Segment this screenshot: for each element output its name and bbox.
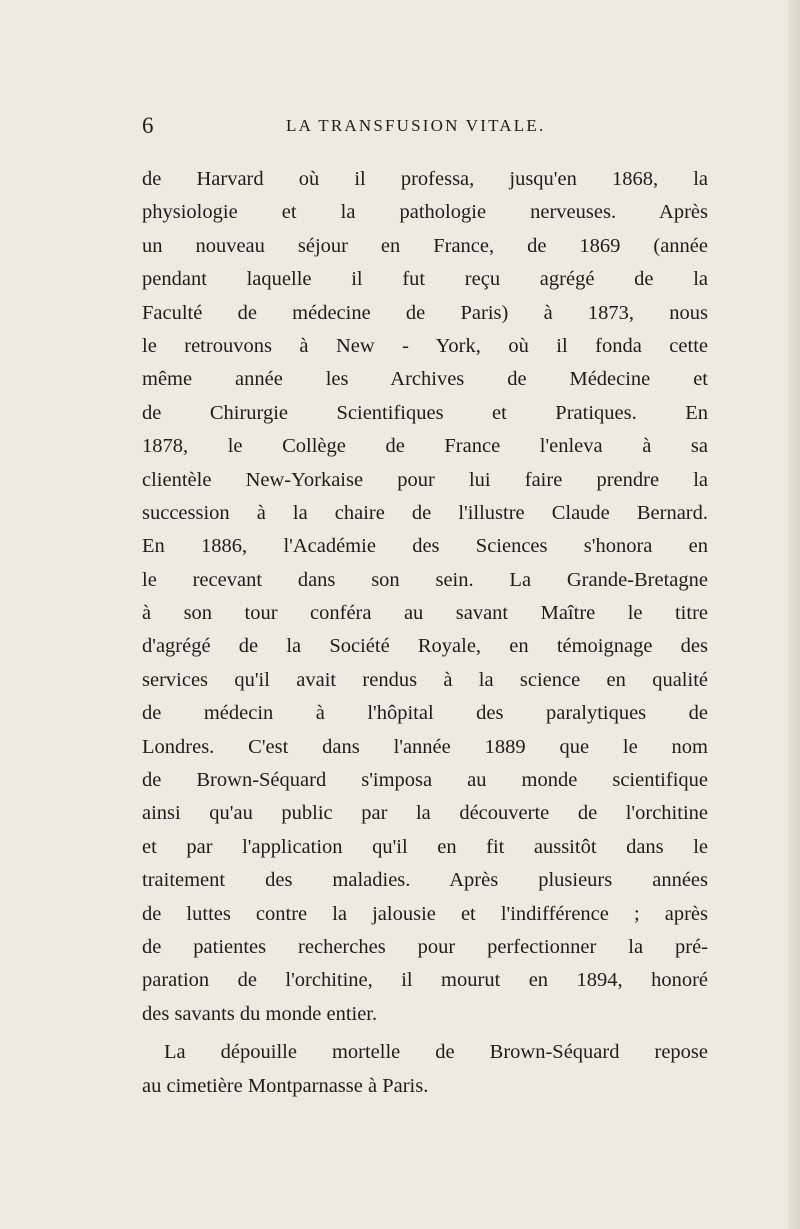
text-line: succession à la chaire de l'illustre Claude Bernard. — [142, 501, 708, 524]
text-line: un nouveau séjour en France, de 1869 (année — [142, 234, 708, 257]
text-line: et par l'application qu'il en fit aussitôt dans le — [142, 835, 708, 858]
page-number: 6 — [142, 113, 154, 138]
paragraph-1 — [142, 163, 708, 1031]
text-line: de Chirurgie Scientifiques et Pratiques. En — [142, 401, 708, 424]
text-line: de médecin à l'hôpital des paralytiques de — [142, 702, 708, 725]
text-line: En 1886, l'Académie des Sciences s'honora en — [142, 535, 708, 558]
text-line: paration de l'orchitine, il mourut en 1894, honoré — [142, 969, 708, 992]
text-line: de Brown-Séquard s'imposa au monde scientifique — [142, 769, 708, 792]
text-line: Londres. C'est dans l'année 1889 que le nom — [142, 735, 708, 758]
body-text — [142, 163, 708, 1103]
text-line: le recevant dans son sein. La Grande-Bretagne — [142, 568, 708, 591]
page-header — [142, 113, 708, 139]
running-head: LA TRANSFUSION VITALE. — [286, 116, 546, 135]
text-line: des savants du monde entier. — [142, 1002, 378, 1025]
text-line: services qu'il avait rendus à la science en qualité — [142, 668, 708, 691]
text-line: physiologie et la pathologie nerveuses. Après — [142, 201, 708, 224]
text-line: d'agrégé de la Société Royale, en témoignage des — [142, 635, 708, 658]
text-line: de Harvard où il professa, jusqu'en 1868, la — [142, 168, 708, 190]
text-line: de luttes contre la jalousie et l'indifférence ; après — [142, 902, 708, 925]
text-line: traitement des maladies. Après plusieurs années — [142, 869, 708, 892]
text-line: même année les Archives de Médecine et — [142, 368, 708, 391]
text-line: clientèle New-Yorkaise pour lui faire prendre la — [142, 468, 708, 491]
text-line: le retrouvons à New - York, où il fonda cette — [142, 334, 708, 357]
text-line: La dépouille mortelle de Brown-Séquard repose — [164, 1041, 708, 1064]
text-line: 1878, le Collège de France l'enleva à sa — [142, 435, 708, 458]
text-line: au cimetière Montparnasse à Paris. — [142, 1074, 429, 1097]
text-line: à son tour conféra au savant Maître le titre — [142, 602, 708, 625]
paragraph-2 — [142, 1036, 708, 1103]
text-line: Faculté de médecine de Paris) à 1873, nous — [142, 301, 708, 324]
text-line: ainsi qu'au public par la découverte de l'orchitine — [142, 802, 708, 825]
text-line: de patientes recherches pour perfectionner la pré- — [142, 935, 708, 958]
text-line: pendant laquelle il fut reçu agrégé de la — [142, 268, 708, 291]
page-edge-shadow — [788, 0, 800, 1229]
